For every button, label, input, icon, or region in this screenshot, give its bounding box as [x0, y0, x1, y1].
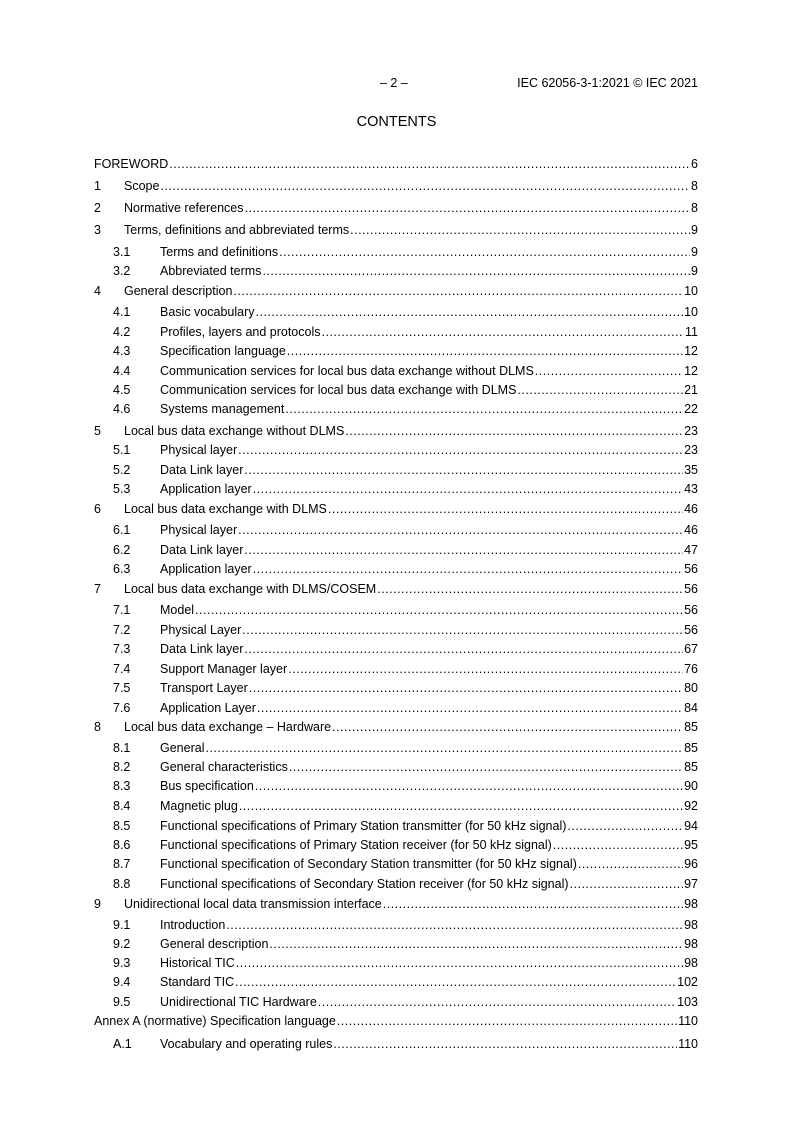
toc-entry-number: 8.3: [113, 779, 131, 793]
dot-leader: [287, 344, 683, 358]
toc-entry-page: 9: [691, 264, 698, 278]
dot-leader: [244, 543, 683, 557]
toc-entry[interactable]: [94, 681, 698, 695]
toc-entry[interactable]: [94, 937, 698, 951]
toc-entry[interactable]: [94, 975, 698, 989]
toc-entry-number: 4: [94, 284, 101, 298]
toc-entry-title: Introduction: [160, 918, 226, 932]
toc-entry-number: 8.5: [113, 819, 131, 833]
toc-entry-title: Specification language: [160, 344, 286, 358]
dot-leader: [553, 838, 683, 852]
toc-entry-title: Local bus data exchange with DLMS/COSEM: [124, 582, 377, 596]
toc-entry-page: 76: [684, 662, 698, 676]
toc-entry-title: Normative references: [124, 201, 244, 215]
toc-entry[interactable]: [94, 305, 698, 319]
toc-entry-number: 9.4: [113, 975, 131, 989]
toc-entry-number: 4.5: [113, 383, 131, 397]
toc-entry-page: 6: [691, 157, 698, 171]
toc-entry-page: 56: [684, 603, 698, 617]
toc-entry-number: 9.5: [113, 995, 131, 1009]
dot-leader: [318, 995, 676, 1009]
toc-entry[interactable]: [94, 760, 698, 774]
toc-entry-page: 9: [691, 223, 698, 237]
toc-entry-number: 5: [94, 424, 101, 438]
toc-entry-number: 3: [94, 223, 101, 237]
toc-entry-title: Communication services for local bus data exchange without DLMS: [160, 364, 534, 378]
toc-entry-title: Historical TIC: [160, 956, 235, 970]
dot-leader: [253, 482, 683, 496]
toc-entry[interactable]: [94, 582, 698, 596]
dot-leader: [279, 245, 690, 259]
toc-entry[interactable]: [94, 482, 698, 496]
toc-entry-title: General: [160, 741, 205, 755]
dot-leader: [244, 463, 683, 477]
toc-entry[interactable]: [94, 543, 698, 557]
toc-entry-page: 94: [684, 819, 698, 833]
standard-reference: IEC 62056-3-1:2021 © IEC 2021: [517, 76, 698, 90]
toc-entry[interactable]: [94, 662, 698, 676]
toc-entry-title: Scope: [124, 179, 160, 193]
toc-entry[interactable]: [94, 995, 698, 1009]
dot-leader: [333, 1037, 677, 1051]
toc-entry-title: General description: [124, 284, 233, 298]
dot-leader: [377, 582, 683, 596]
dot-leader: [235, 975, 676, 989]
toc-entry-page: 103: [677, 995, 698, 1009]
toc-entry-page: 9: [691, 245, 698, 259]
toc-entry-page: 80: [684, 681, 698, 695]
toc-entry[interactable]: [94, 623, 698, 637]
toc-entry-page: 56: [684, 562, 698, 576]
toc-entry[interactable]: [94, 642, 698, 656]
toc-entry-page: 47: [684, 543, 698, 557]
toc-entry[interactable]: [94, 383, 698, 397]
dot-leader: [226, 918, 683, 932]
dot-leader: [236, 956, 683, 970]
dot-leader: [517, 383, 683, 397]
toc-entry-title: Data Link layer: [160, 463, 244, 477]
dot-leader: [257, 701, 683, 715]
dot-leader: [256, 305, 684, 319]
toc-entry-title: Local bus data exchange with DLMS: [124, 502, 327, 516]
toc-entry-number: 7.6: [113, 701, 131, 715]
toc-entry[interactable]: [94, 741, 698, 755]
dot-leader: [244, 642, 683, 656]
toc-entry-number: 8.2: [113, 760, 131, 774]
toc-entry-page: 98: [684, 897, 698, 911]
toc-entry[interactable]: [94, 223, 698, 237]
dot-leader: [249, 681, 683, 695]
toc-entry-page: 98: [684, 918, 698, 932]
dot-leader: [322, 325, 685, 339]
toc-entry[interactable]: [94, 364, 698, 378]
toc-entry-number: 4.6: [113, 402, 131, 416]
toc-entry-number: 7.4: [113, 662, 131, 676]
toc-entry[interactable]: [94, 245, 698, 259]
toc-entry[interactable]: [94, 779, 698, 793]
toc-entry-page: 8: [691, 201, 698, 215]
toc-entry-title: Local bus data exchange without DLMS: [124, 424, 345, 438]
page-title: CONTENTS: [356, 114, 437, 130]
toc-entry-page: 10: [684, 284, 698, 298]
toc-entry-page: 23: [684, 443, 698, 457]
toc-entry[interactable]: [94, 701, 698, 715]
toc-entry-number: 6: [94, 502, 101, 516]
toc-entry[interactable]: [94, 956, 698, 970]
dot-leader: [242, 623, 683, 637]
toc-entry-title: General description: [160, 937, 269, 951]
toc-entry[interactable]: [94, 502, 698, 516]
dot-leader: [337, 1014, 677, 1028]
toc-entry[interactable]: [94, 838, 698, 852]
toc-entry-page: 98: [684, 956, 698, 970]
toc-entry-title: General characteristics: [160, 760, 288, 774]
toc-entry-page: 8: [691, 179, 698, 193]
toc-entry-number: 6.2: [113, 543, 131, 557]
toc-entry-page: 12: [684, 344, 698, 358]
dot-leader: [262, 264, 690, 278]
toc-entry-title: Annex A (normative) Specification language: [94, 1014, 336, 1028]
toc-entry-number: 5.1: [113, 443, 131, 457]
toc-entry-page: 35: [684, 463, 698, 477]
toc-entry-page: 95: [684, 838, 698, 852]
toc-entry-page: 56: [684, 582, 698, 596]
toc-entry-page: 85: [684, 720, 698, 734]
toc-entry[interactable]: [94, 720, 698, 734]
dot-leader: [195, 603, 683, 617]
toc-entry[interactable]: [94, 857, 698, 871]
dot-leader: [328, 502, 683, 516]
toc-entry-title: Application layer: [160, 482, 252, 496]
toc-entry-page: 98: [684, 937, 698, 951]
toc-entry-page: 90: [684, 779, 698, 793]
toc-entry-number: 1: [94, 179, 101, 193]
toc-entry-title: Model: [160, 603, 195, 617]
dot-leader: [535, 364, 683, 378]
dot-leader: [332, 720, 683, 734]
toc-entry-number: 7.3: [113, 642, 131, 656]
dot-leader: [169, 157, 690, 171]
toc-entry[interactable]: [94, 424, 698, 438]
toc-entry-page: 12: [684, 364, 698, 378]
toc-entry-title: Local bus data exchange – Hardware: [124, 720, 332, 734]
toc-entry-title: Vocabulary and operating rules: [160, 1037, 333, 1051]
toc-entry-number: 5.2: [113, 463, 131, 477]
toc-entry-title: Abbreviated terms: [160, 264, 262, 278]
dot-leader: [350, 223, 690, 237]
toc-entry-number: 8.6: [113, 838, 131, 852]
toc-entry-title: Standard TIC: [160, 975, 235, 989]
toc-entry-number: 9: [94, 897, 101, 911]
dot-leader: [238, 523, 683, 537]
dot-leader: [289, 760, 683, 774]
toc-entry[interactable]: [94, 284, 698, 298]
toc-entry[interactable]: [94, 1014, 698, 1028]
toc-entry-page: 43: [684, 482, 698, 496]
toc-entry-page: 85: [684, 741, 698, 755]
toc-entry-title: Terms, definitions and abbreviated terms: [124, 223, 350, 237]
toc-entry[interactable]: [94, 402, 698, 416]
toc-entry-title: Application Layer: [160, 701, 256, 715]
toc-entry[interactable]: [94, 179, 698, 193]
toc-entry-page: 110: [678, 1014, 698, 1028]
toc-entry-title: Unidirectional local data transmission interface: [124, 897, 382, 911]
dot-leader: [578, 857, 683, 871]
dot-leader: [233, 284, 683, 298]
dot-leader: [345, 424, 683, 438]
toc-entry-number: 9.2: [113, 937, 131, 951]
toc-entry-number: 6.3: [113, 562, 131, 576]
toc-entry-title: Application layer: [160, 562, 252, 576]
toc-entry-number: 9.1: [113, 918, 131, 932]
toc-entry-number: 9.3: [113, 956, 131, 970]
toc-entry-number: A.1: [113, 1037, 132, 1051]
toc-entry-page: 67: [684, 642, 698, 656]
toc-entry[interactable]: [94, 264, 698, 278]
toc-entry-number: 8: [94, 720, 101, 734]
dot-leader: [253, 562, 683, 576]
toc-entry-title: Transport Layer: [160, 681, 248, 695]
toc-entry-title: Data Link layer: [160, 543, 244, 557]
toc-entry-page: 102: [677, 975, 698, 989]
toc-entry-page: 46: [684, 502, 698, 516]
toc-entry-title: Communication services for local bus data exchange with DLMS: [160, 383, 517, 397]
toc-entry[interactable]: [94, 463, 698, 477]
toc-entry-title: Physical Layer: [160, 623, 242, 637]
toc-entry-title: Functional specification of Secondary Station transmitter (for 50 kHz signal): [160, 857, 577, 871]
toc-entry-page: 96: [684, 857, 698, 871]
toc-entry-number: 6.1: [113, 523, 131, 537]
toc-entry-title: Magnetic plug: [160, 799, 238, 813]
toc-entry-page: 110: [678, 1037, 698, 1051]
toc-entry[interactable]: [94, 443, 698, 457]
toc-entry[interactable]: [94, 157, 698, 171]
toc-entry-title: Data Link layer: [160, 642, 244, 656]
toc-entry-page: 85: [684, 760, 698, 774]
toc-entry-page: 23: [684, 424, 698, 438]
toc-entry-page: 22: [684, 402, 698, 416]
toc-entry-number: 7.1: [113, 603, 131, 617]
toc-entry-title: Functional specifications of Primary Station transmitter (for 50 kHz signal): [160, 819, 567, 833]
toc-entry-number: 4.2: [113, 325, 131, 339]
toc-entry-number: 8.4: [113, 799, 131, 813]
dot-leader: [567, 819, 683, 833]
toc-entry[interactable]: [94, 877, 698, 891]
toc-entry-number: 7: [94, 582, 101, 596]
toc-entry-page: 46: [684, 523, 698, 537]
toc-entry-page: 11: [685, 325, 698, 339]
toc-entry-number: 8.8: [113, 877, 131, 891]
toc-entry[interactable]: [94, 799, 698, 813]
toc-entry-title: Systems management: [160, 402, 285, 416]
toc-entry-number: 7.5: [113, 681, 131, 695]
toc-entry[interactable]: [94, 562, 698, 576]
toc-entry-title: Unidirectional TIC Hardware: [160, 995, 317, 1009]
toc-entry-number: 8.1: [113, 741, 131, 755]
toc-entry[interactable]: [94, 201, 698, 215]
page-number: – 2 –: [380, 76, 408, 90]
toc-entry[interactable]: [94, 819, 698, 833]
toc-entry-title: Terms and definitions: [160, 245, 279, 259]
dot-leader: [205, 741, 683, 755]
dot-leader: [245, 201, 691, 215]
toc-entry-number: 5.3: [113, 482, 131, 496]
toc-entry-number: 4.3: [113, 344, 131, 358]
toc-entry-page: 92: [684, 799, 698, 813]
toc-entry-title: Functional specifications of Primary Station receiver (for 50 kHz signal): [160, 838, 552, 852]
toc-entry-page: 21: [684, 383, 698, 397]
toc-entry[interactable]: [94, 344, 698, 358]
toc-entry-page: 56: [684, 623, 698, 637]
toc-entry-number: 4.4: [113, 364, 131, 378]
toc-entry-title: Basic vocabulary: [160, 305, 255, 319]
toc-entry[interactable]: [94, 1037, 698, 1051]
toc-entry-title: Bus specification: [160, 779, 254, 793]
toc-entry-page: 10: [684, 305, 698, 319]
dot-leader: [288, 662, 683, 676]
toc-entry-number: 3.1: [113, 245, 131, 259]
page-header: [94, 76, 698, 92]
toc-entry-title: Physical layer: [160, 443, 238, 457]
toc-entry-page: 97: [684, 877, 698, 891]
toc-entry-title: Physical layer: [160, 523, 238, 537]
toc-entry[interactable]: [94, 325, 698, 339]
toc-entry[interactable]: [94, 523, 698, 537]
dot-leader: [239, 799, 683, 813]
toc-entry[interactable]: [94, 918, 698, 932]
toc-entry-page: 84: [684, 701, 698, 715]
toc-entry-number: 2: [94, 201, 101, 215]
toc-entry-title: Functional specifications of Secondary Station receiver (for 50 kHz signal): [160, 877, 569, 891]
dot-leader: [383, 897, 683, 911]
toc-entry[interactable]: [94, 897, 698, 911]
dot-leader: [255, 779, 683, 793]
dot-leader: [160, 179, 690, 193]
toc-entry[interactable]: [94, 603, 698, 617]
dot-leader: [269, 937, 683, 951]
toc-entry-number: 8.7: [113, 857, 131, 871]
toc-entry-title: Profiles, layers and protocols: [160, 325, 321, 339]
toc-entry-number: 7.2: [113, 623, 131, 637]
dot-leader: [570, 877, 684, 891]
toc-entry-title: Support Manager layer: [160, 662, 288, 676]
toc-entry-number: 4.1: [113, 305, 131, 319]
dot-leader: [285, 402, 683, 416]
toc-entry-title: FOREWORD: [94, 157, 169, 171]
dot-leader: [238, 443, 683, 457]
toc-entry-number: 3.2: [113, 264, 131, 278]
